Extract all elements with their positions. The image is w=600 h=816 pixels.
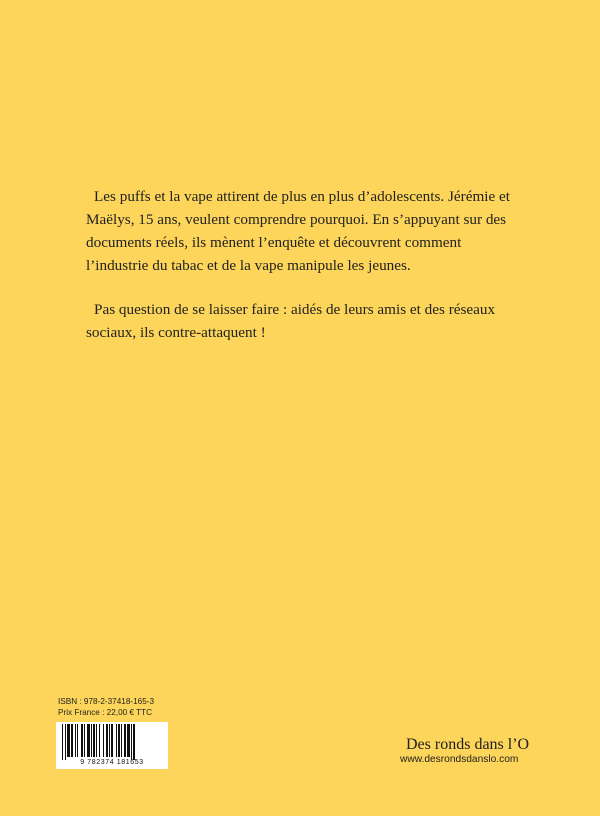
price-line: Prix France : 22,00 € TTC <box>58 708 153 717</box>
barcode <box>56 722 168 769</box>
barcode-digits: 9 782374 181653 <box>80 759 144 766</box>
blurb-paragraph-1: Les puffs et la vape attirent de plus en plus d’adolescents. Jérémie et Maëlys, 15 ans, veulent comprendre pourquoi. En s’appuyant sur des documents réels, ils mènent l’enquête et découvrent comment l’industrie du tabac et de la vape manipule les jeunes. <box>86 188 510 274</box>
isbn-line: ISBN : 978-2-37418-165-3 <box>58 697 155 706</box>
isbn-price-block <box>58 696 154 718</box>
barcode-bars <box>56 722 168 760</box>
publisher-name: Des ronds dans l’O <box>406 736 530 753</box>
blurb-paragraph-2: Pas question de se laisser faire : aidés de leurs amis et des réseaux sociaux, ils contre-attaquent ! <box>86 301 496 341</box>
back-cover-blurb <box>86 185 526 344</box>
publisher-website: www.desrondsdanslo.com <box>400 754 519 765</box>
